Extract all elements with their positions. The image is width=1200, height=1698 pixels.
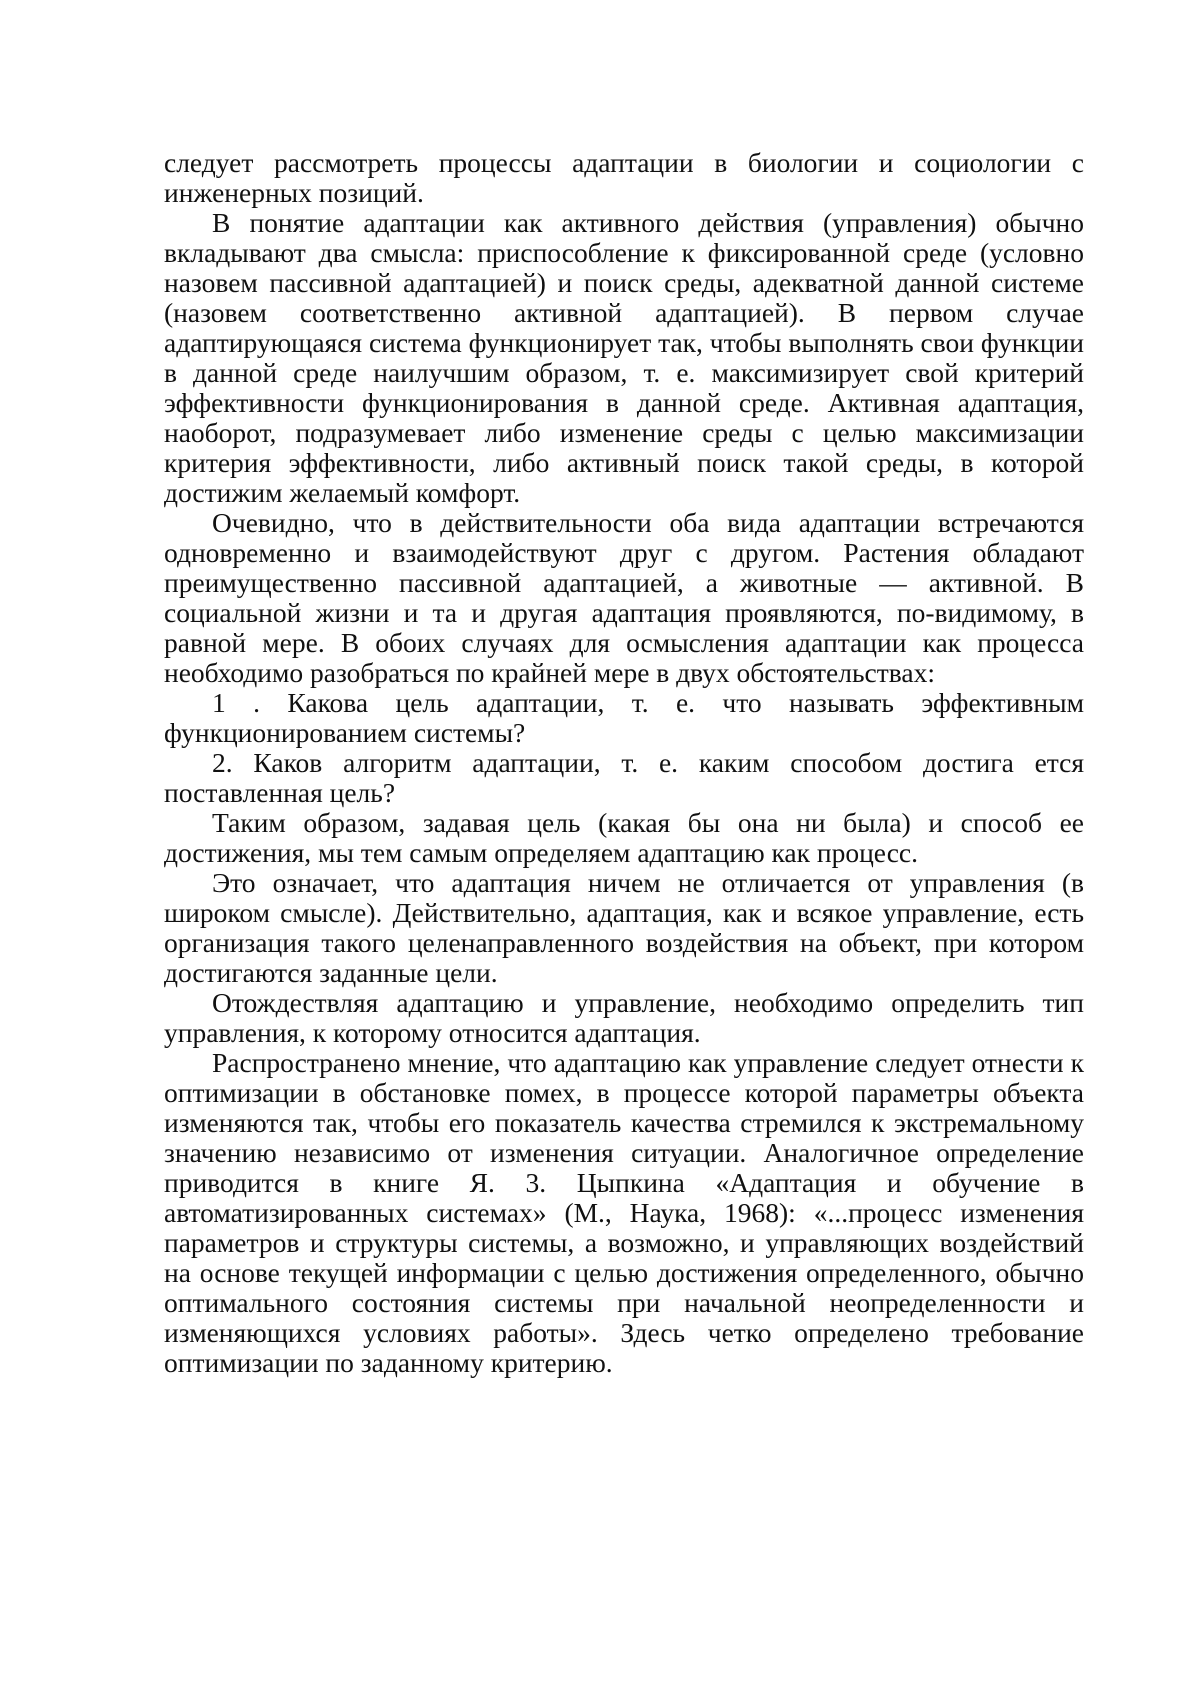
- paragraph-goal-and-method: Таким образом, задавая цель (какая бы она ни была) и способ ее достижения, мы тем самым определяем адаптацию как процесс.: [164, 807, 1084, 868]
- paragraph-control-equivalence: Это означает, что адаптация ничем не отличается от управления (в широком смысле). Действительно, адаптация, как и всякое управление, есть организация такого целенаправленного воздействия на объект, при котором достигаются заданные цели.: [164, 867, 1084, 988]
- paragraph-adaptation-meanings: В понятие адаптации как активного действия (управления) обычно вкладывают два смысла: приспособление к фиксированной среде (условно назовем пассивной адаптацией) и поиск среды, адекватной данной системе (назовем соответственно активной адаптацией). В первом случае адаптирующаяся система функционирует так, чтобы выполнять свои функции в данной среде наилучшим образом, т. е. максимизирует свой критерий эффективности функционирования в данной среде. Активная адаптация, наоборот, подразумевает либо изменение среды с целью максимизации критерия эффективности, либо активный поиск такой среды, в которой достижим желаемый комфорт.: [164, 207, 1084, 508]
- paragraph-both-types: Очевидно, что в действительности оба вида адаптации встречаются одновременно и взаимодействуют друг с другом. Растения обладают преимущественно пассивной адаптацией, а животные — активной. В социальной жизни и та и другая адаптация проявляются, по-видимому, в равной мере. В обоих случаях для осмысления адаптации как процесса необходимо разобраться по крайней мере в двух обстоятельствах:: [164, 507, 1084, 688]
- question-1: 1 . Какова цель адаптации, т. е. что называть эффективным функционированием системы?: [164, 687, 1084, 748]
- paragraph-continuation: следует рассмотреть процессы адаптации в биологии и социологии с инженерных позиций.: [164, 147, 1084, 208]
- body-text: [164, 148, 1084, 1378]
- paragraph-control-type: Отождествляя адаптацию и управление, необходимо определить тип управления, к которому относится адаптация.: [164, 987, 1084, 1048]
- paragraph-optimization-definition: Распространено мнение, что адаптацию как управление следует отнести к оптимизации в обстановке помех, в процессе которой параметры объекта изменяются так, чтобы его показатель качества стремился к экстремальному значению независимо от изменения ситуации. Аналогичное определение приводится в книге Я. 3. Цыпкина «Адаптация и обучение в автоматизированных системах» (М., Наука, 1968): «...процесс изменения параметров и структуры системы, а возможно, и управляющих воздействий на основе текущей информации с целью достижения определенного, обычно оптимального состояния системы при начальной неопределенности и изменяющихся условиях работы». Здесь четко определено требование оптимизации по заданному критерию.: [164, 1047, 1084, 1378]
- question-2: 2. Каков алгоритм адаптации, т. е. каким способом достига ется поставленная цель?: [164, 747, 1084, 808]
